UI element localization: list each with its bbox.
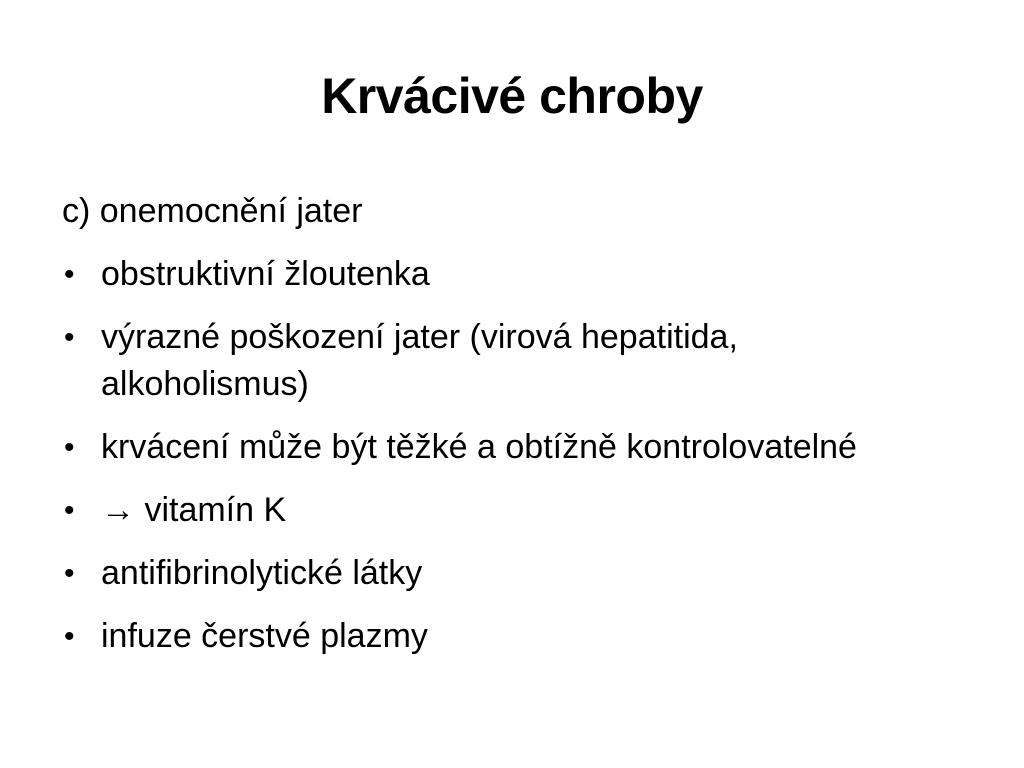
bullet-text: infuze čerstvé plazmy <box>101 617 428 655</box>
bullet-item <box>62 487 942 534</box>
section-lead: c) onemocnění jater <box>62 192 363 230</box>
bullet-item <box>62 613 942 660</box>
bullet-dot-icon: • <box>64 620 75 653</box>
bullet-text: → vitamín K <box>101 491 287 529</box>
bullet-text: antifibrinolytické látky <box>101 554 423 592</box>
bullet-dot-icon: • <box>64 557 75 590</box>
bullet-text: výrazné poškození jater (virová hepatitida, alkoholismus) <box>101 318 738 403</box>
slide-body <box>62 188 942 676</box>
bullet-item <box>62 314 942 408</box>
bullet-text: krvácení může být těžké a obtížně kontrolovatelné <box>101 428 857 466</box>
bullet-item <box>62 550 942 597</box>
bullet-list <box>62 251 942 660</box>
slide-title: Krvácivé chroby <box>321 68 703 124</box>
bullet-text: obstruktivní žloutenka <box>101 255 430 293</box>
bullet-item <box>62 251 942 298</box>
bullet-dot-icon: • <box>64 321 75 354</box>
bullet-dot-icon: • <box>64 258 75 291</box>
bullet-item <box>62 424 942 471</box>
bullet-dot-icon: • <box>64 494 75 527</box>
bullet-dot-icon: • <box>64 431 75 464</box>
